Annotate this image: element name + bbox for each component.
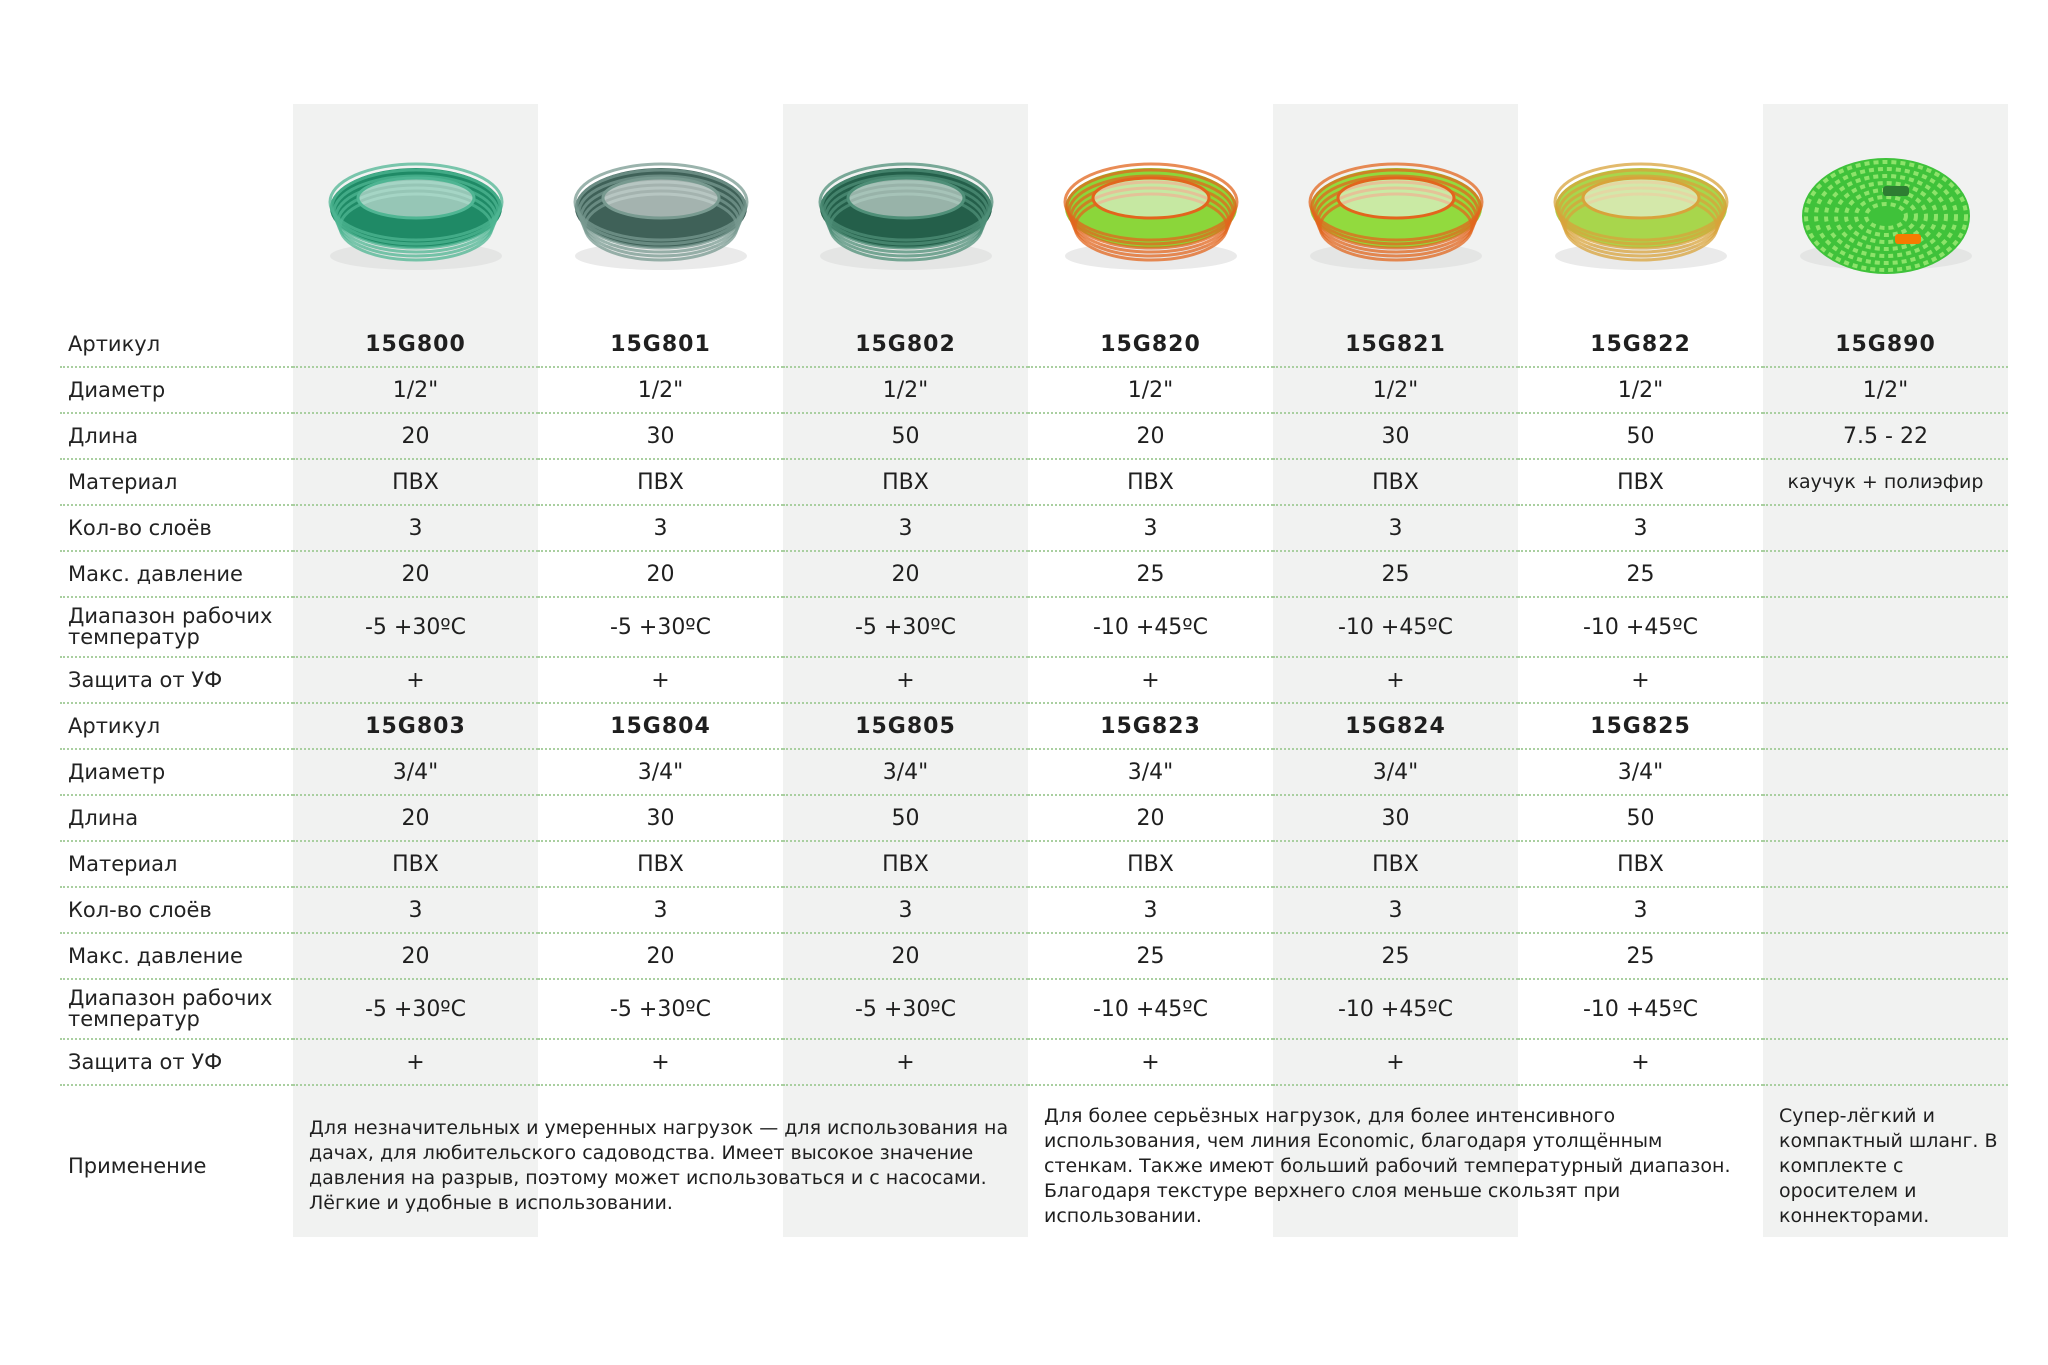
- material-value: [1763, 841, 2008, 887]
- product-image-cell: [783, 104, 1028, 322]
- length-value: 30: [1273, 413, 1518, 459]
- article-value: 15G890: [1763, 322, 2008, 367]
- material-value: ПВХ: [1518, 459, 1763, 505]
- article-value: 15G820: [1028, 322, 1273, 367]
- temperature-value: -10 +45ºC: [1028, 597, 1273, 657]
- uv-protection-value: +: [538, 1039, 783, 1085]
- length-value: 50: [783, 795, 1028, 841]
- temperature-value: -5 +30ºC: [538, 597, 783, 657]
- product-image-cell: [1518, 104, 1763, 322]
- article-value: 15G800: [293, 322, 538, 367]
- layers-row: [60, 887, 2008, 933]
- pressure-value: 25: [1028, 551, 1273, 597]
- temp-label-line1: Диапазон рабочих: [68, 986, 273, 1010]
- pressure-value: 25: [1273, 933, 1518, 979]
- temperature-value: -5 +30ºC: [293, 597, 538, 657]
- diameter-value: 1/2": [293, 367, 538, 413]
- hose-spec-table: [60, 104, 2008, 1246]
- pressure-value: 20: [783, 933, 1028, 979]
- layers-value: 3: [538, 505, 783, 551]
- layers-value: 3: [783, 505, 1028, 551]
- diameter-label: Диаметр: [60, 367, 293, 413]
- uv-protection-value: +: [1028, 1039, 1273, 1085]
- pressure-value: 25: [1273, 551, 1518, 597]
- length-value: 20: [1028, 795, 1273, 841]
- temperature-row: [60, 979, 2008, 1039]
- pressure-value: 25: [1518, 933, 1763, 979]
- uv-protection-label: Защита от УФ: [60, 1039, 293, 1085]
- material-value: ПВХ: [538, 459, 783, 505]
- material-value: ПВХ: [1273, 459, 1518, 505]
- hose-coil-icon: [1518, 138, 1763, 288]
- layers-value: 3: [1518, 505, 1763, 551]
- layers-value: [1763, 505, 2008, 551]
- material-label: Материал: [60, 841, 293, 887]
- material-value: ПВХ: [293, 459, 538, 505]
- pressure-value: 20: [538, 933, 783, 979]
- pressure-value: 20: [293, 551, 538, 597]
- diameter-value: 1/2": [783, 367, 1028, 413]
- hose-coil-icon: [1028, 138, 1273, 288]
- product-image-cell: [1028, 104, 1273, 322]
- uv-protection-value: +: [783, 1039, 1028, 1085]
- uv-protection-value: +: [783, 657, 1028, 703]
- layers-value: 3: [1273, 505, 1518, 551]
- length-row: [60, 795, 2008, 841]
- temperature-value: -10 +45ºC: [1518, 597, 1763, 657]
- layers-value: 3: [1028, 887, 1273, 933]
- application-row: [60, 1085, 2008, 1246]
- material-row: [60, 459, 2008, 505]
- layers-value: 3: [1518, 887, 1763, 933]
- uv-protection-value: +: [1028, 657, 1273, 703]
- article-value: 15G824: [1273, 703, 1518, 749]
- article-value: 15G825: [1518, 703, 1763, 749]
- uv-protection-value: +: [538, 657, 783, 703]
- pressure-value: [1763, 551, 2008, 597]
- uv-protection-value: [1763, 1039, 2008, 1085]
- layers-value: 3: [538, 887, 783, 933]
- article-label: Артикул: [60, 703, 293, 749]
- length-value: 50: [1518, 795, 1763, 841]
- diameter-value: 3/4": [1518, 749, 1763, 795]
- length-value: 20: [293, 413, 538, 459]
- article-label: Артикул: [60, 322, 293, 367]
- hose-coil-icon: [293, 138, 538, 288]
- article-value: 15G822: [1518, 322, 1763, 367]
- material-row: [60, 841, 2008, 887]
- uv-protection-value: +: [293, 657, 538, 703]
- material-value: ПВХ: [1028, 459, 1273, 505]
- pressure-row: [60, 933, 2008, 979]
- application-expandable-text: Супер-лёгкий и компактный шланг. В комплекте с оросителем и коннекторами.: [1779, 1104, 1998, 1227]
- hose-coil-icon: [783, 138, 1028, 288]
- temperature-value: -5 +30ºC: [538, 979, 783, 1039]
- pressure-value: 20: [538, 551, 783, 597]
- application-economic-text: Для незначительных и умеренных нагрузок — для использования на дачах, для любительского садоводства. Имеет высокое значение давления на разрыв, поэтому может использоваться и с насосами. Лёгкие и удобные в использовании.: [309, 1117, 1009, 1214]
- material-value: ПВХ: [538, 841, 783, 887]
- material-value: ПВХ: [783, 459, 1028, 505]
- uv-protection-value: [1763, 657, 2008, 703]
- temperature-value: [1763, 597, 2008, 657]
- uv-protection-row: [60, 1039, 2008, 1085]
- diameter-label: Диаметр: [60, 749, 293, 795]
- layers-label: Кол-во слоёв: [60, 887, 293, 933]
- diameter-value: 3/4": [538, 749, 783, 795]
- uv-protection-row: [60, 657, 2008, 703]
- material-value: ПВХ: [1028, 841, 1273, 887]
- diameter-value: 1/2": [1273, 367, 1518, 413]
- temp-label-line1: Диапазон рабочих: [68, 604, 273, 628]
- layers-value: 3: [783, 887, 1028, 933]
- diameter-row: [60, 749, 2008, 795]
- length-value: 7.5 - 22: [1763, 413, 2008, 459]
- application-premium-text: Для более серьёзных нагрузок, для более интенсивного использования, чем линия Economic, благодаря утолщённым стенкам. Также имеют больший рабочий температурный диапазон. Благодаря текстуре верхнего слоя меньше скользят при использовании.: [1044, 1104, 1731, 1227]
- article-row: [60, 322, 2008, 367]
- temp-label-line2: температур: [68, 1007, 200, 1031]
- material-value: ПВХ: [1518, 841, 1763, 887]
- length-row: [60, 413, 2008, 459]
- temperature-value: [1763, 979, 2008, 1039]
- length-label: Длина: [60, 795, 293, 841]
- product-image-cell: [1763, 104, 2008, 322]
- article-value: 15G803: [293, 703, 538, 749]
- diameter-value: 3/4": [783, 749, 1028, 795]
- article-value: 15G801: [538, 322, 783, 367]
- temperature-value: -10 +45ºC: [1518, 979, 1763, 1039]
- pressure-value: [1763, 933, 2008, 979]
- layers-label: Кол-во слоёв: [60, 505, 293, 551]
- article-row: [60, 703, 2008, 749]
- length-value: 20: [293, 795, 538, 841]
- product-image-cell: [1273, 104, 1518, 322]
- uv-protection-value: +: [1273, 657, 1518, 703]
- diameter-value: 3/4": [293, 749, 538, 795]
- product-image-cell: [538, 104, 783, 322]
- temperature-value: -10 +45ºC: [1028, 979, 1273, 1039]
- uv-protection-value: +: [1273, 1039, 1518, 1085]
- article-value: [1763, 703, 2008, 749]
- temperature-label: [60, 597, 293, 657]
- pressure-label: Макс. давление: [60, 551, 293, 597]
- uv-protection-value: +: [1518, 1039, 1763, 1085]
- diameter-row: [60, 367, 2008, 413]
- length-value: 30: [538, 413, 783, 459]
- temperature-label: [60, 979, 293, 1039]
- material-value: ПВХ: [783, 841, 1028, 887]
- length-value: [1763, 795, 2008, 841]
- article-value: 15G804: [538, 703, 783, 749]
- layers-value: 3: [1273, 887, 1518, 933]
- article-value: 15G805: [783, 703, 1028, 749]
- temp-label-line2: температур: [68, 625, 200, 649]
- uv-protection-value: +: [293, 1039, 538, 1085]
- diameter-value: 1/2": [1518, 367, 1763, 413]
- layers-value: 3: [293, 887, 538, 933]
- material-value: ПВХ: [293, 841, 538, 887]
- temperature-value: -5 +30ºC: [783, 597, 1028, 657]
- material-label: Материал: [60, 459, 293, 505]
- temperature-value: -10 +45ºC: [1273, 979, 1518, 1039]
- layers-value: 3: [293, 505, 538, 551]
- length-value: 50: [1518, 413, 1763, 459]
- length-label: Длина: [60, 413, 293, 459]
- hose-coil-icon: [1763, 138, 2008, 288]
- hose-coil-icon: [538, 138, 783, 288]
- layers-row: [60, 505, 2008, 551]
- product-image-cell: [293, 104, 538, 322]
- diameter-value: 3/4": [1273, 749, 1518, 795]
- pressure-label: Макс. давление: [60, 933, 293, 979]
- hose-coil-icon: [1273, 138, 1518, 288]
- pressure-value: 20: [293, 933, 538, 979]
- diameter-value: 1/2": [538, 367, 783, 413]
- pressure-value: 20: [783, 551, 1028, 597]
- diameter-value: [1763, 749, 2008, 795]
- length-value: 30: [1273, 795, 1518, 841]
- temperature-row: [60, 597, 2008, 657]
- diameter-value: 1/2": [1028, 367, 1273, 413]
- layers-value: 3: [1028, 505, 1273, 551]
- pressure-value: 25: [1518, 551, 1763, 597]
- temperature-value: -10 +45ºC: [1273, 597, 1518, 657]
- length-value: 20: [1028, 413, 1273, 459]
- temperature-value: -5 +30ºC: [293, 979, 538, 1039]
- diameter-value: 1/2": [1763, 367, 2008, 413]
- length-value: 50: [783, 413, 1028, 459]
- article-value: 15G823: [1028, 703, 1273, 749]
- temperature-value: -5 +30ºC: [783, 979, 1028, 1039]
- pressure-value: 25: [1028, 933, 1273, 979]
- article-value: 15G821: [1273, 322, 1518, 367]
- empty-cell: [60, 104, 293, 322]
- diameter-value: 3/4": [1028, 749, 1273, 795]
- uv-protection-label: Защита от УФ: [60, 657, 293, 703]
- material-value: ПВХ: [1273, 841, 1518, 887]
- pressure-row: [60, 551, 2008, 597]
- material-value: каучук + полиэфир: [1763, 459, 2008, 505]
- uv-protection-value: +: [1518, 657, 1763, 703]
- product-images-row: [60, 104, 2008, 322]
- article-value: 15G802: [783, 322, 1028, 367]
- length-value: 30: [538, 795, 783, 841]
- layers-value: [1763, 887, 2008, 933]
- application-label: Применение: [68, 1153, 207, 1178]
